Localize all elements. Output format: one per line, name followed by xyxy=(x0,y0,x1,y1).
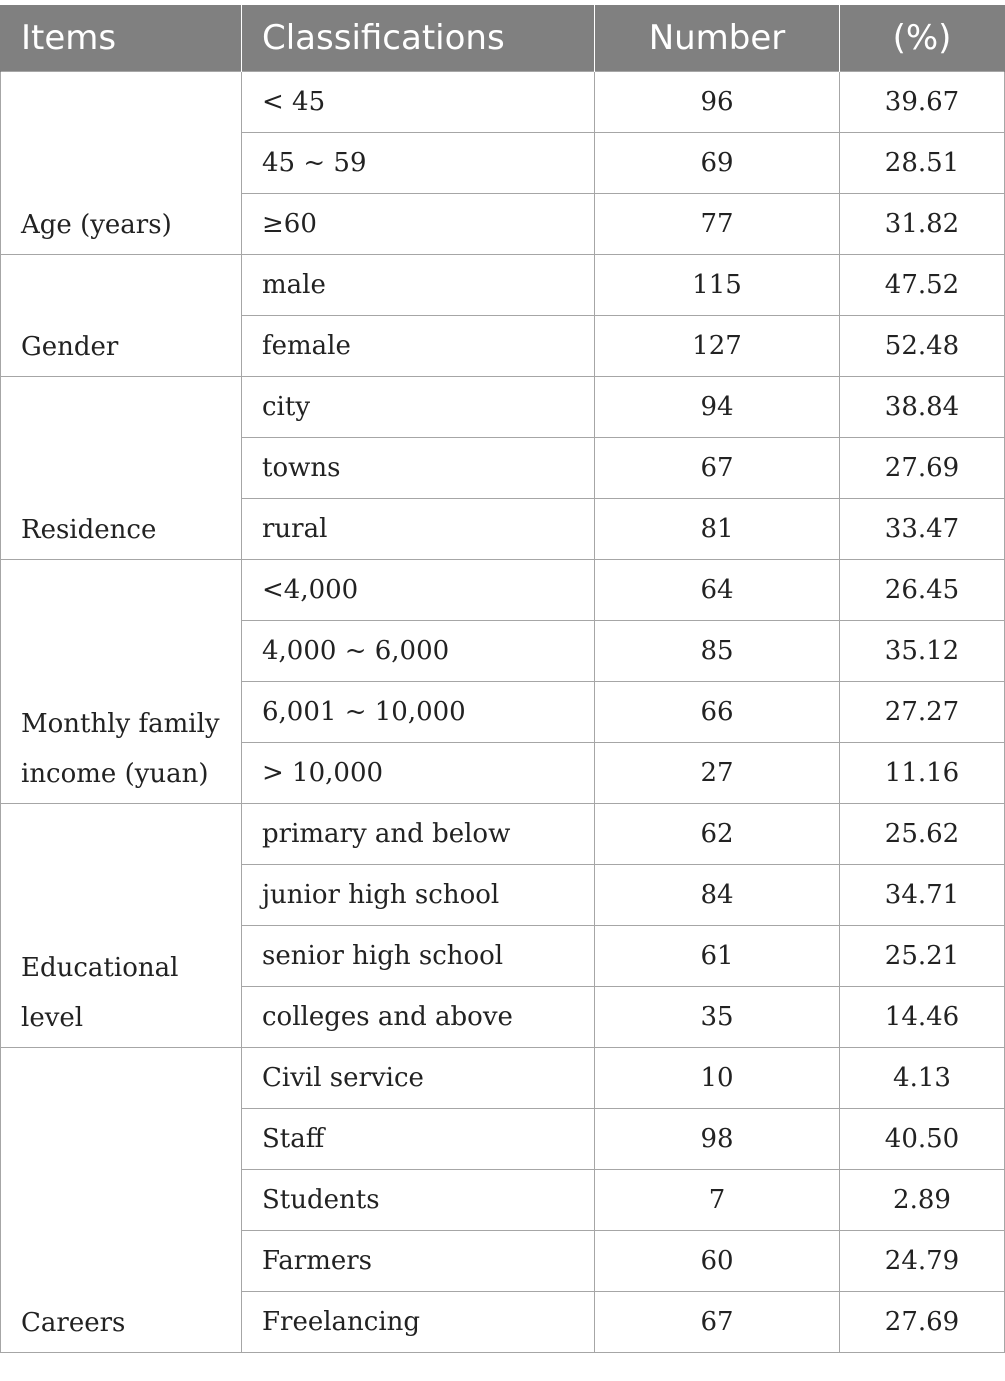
classification-cell: 45 ~ 59 xyxy=(242,132,595,193)
item-cell: Residence xyxy=(1,376,242,559)
number-cell: 10 xyxy=(595,1047,840,1108)
percent-cell: 11.16 xyxy=(840,742,1005,803)
percent-cell: 52.48 xyxy=(840,315,1005,376)
header-items: Items xyxy=(1,5,242,71)
table-row xyxy=(1,376,1005,437)
number-cell: 35 xyxy=(595,986,840,1047)
classification-cell: ≥60 xyxy=(242,193,595,254)
classification-cell: city xyxy=(242,376,595,437)
number-cell: 77 xyxy=(595,193,840,254)
header-percent: (%) xyxy=(840,5,1005,71)
classification-cell: primary and below xyxy=(242,803,595,864)
percent-cell: 4.13 xyxy=(840,1047,1005,1108)
classification-cell: senior high school xyxy=(242,925,595,986)
classification-cell: Staff xyxy=(242,1108,595,1169)
classification-cell: rural xyxy=(242,498,595,559)
classification-cell: Civil service xyxy=(242,1047,595,1108)
percent-cell: 39.67 xyxy=(840,71,1005,132)
number-cell: 115 xyxy=(595,254,840,315)
percent-cell: 28.51 xyxy=(840,132,1005,193)
percent-cell: 27.69 xyxy=(840,1291,1005,1352)
percent-cell: 27.69 xyxy=(840,437,1005,498)
number-cell: 61 xyxy=(595,925,840,986)
table-body xyxy=(1,71,1005,1352)
number-cell: 62 xyxy=(595,803,840,864)
number-cell: 64 xyxy=(595,559,840,620)
number-cell: 94 xyxy=(595,376,840,437)
classification-cell: < 45 xyxy=(242,71,595,132)
percent-cell: 25.62 xyxy=(840,803,1005,864)
number-cell: 67 xyxy=(595,1291,840,1352)
number-cell: 67 xyxy=(595,437,840,498)
classification-cell: Students xyxy=(242,1169,595,1230)
demographics-table xyxy=(0,5,1005,1353)
percent-cell: 38.84 xyxy=(840,376,1005,437)
number-cell: 69 xyxy=(595,132,840,193)
number-cell: 84 xyxy=(595,864,840,925)
item-cell: Gender xyxy=(1,254,242,376)
item-cell: Monthly family income (yuan) xyxy=(1,559,242,803)
classification-cell: <4,000 xyxy=(242,559,595,620)
percent-cell: 35.12 xyxy=(840,620,1005,681)
classification-cell: towns xyxy=(242,437,595,498)
classification-cell: Farmers xyxy=(242,1230,595,1291)
classification-cell: Freelancing xyxy=(242,1291,595,1352)
percent-cell: 34.71 xyxy=(840,864,1005,925)
number-cell: 127 xyxy=(595,315,840,376)
classification-cell: 6,001 ~ 10,000 xyxy=(242,681,595,742)
percent-cell: 33.47 xyxy=(840,498,1005,559)
classification-cell: junior high school xyxy=(242,864,595,925)
percent-cell: 14.46 xyxy=(840,986,1005,1047)
table-row xyxy=(1,254,1005,315)
percent-cell: 26.45 xyxy=(840,559,1005,620)
number-cell: 27 xyxy=(595,742,840,803)
number-cell: 85 xyxy=(595,620,840,681)
percent-cell: 31.82 xyxy=(840,193,1005,254)
percent-cell: 2.89 xyxy=(840,1169,1005,1230)
percent-cell: 40.50 xyxy=(840,1108,1005,1169)
table-row xyxy=(1,1047,1005,1108)
number-cell: 81 xyxy=(595,498,840,559)
item-cell: Educational level xyxy=(1,803,242,1047)
classification-cell: 4,000 ~ 6,000 xyxy=(242,620,595,681)
table-row xyxy=(1,71,1005,132)
table-row xyxy=(1,559,1005,620)
classification-cell: female xyxy=(242,315,595,376)
percent-cell: 27.27 xyxy=(840,681,1005,742)
classification-cell: colleges and above xyxy=(242,986,595,1047)
percent-cell: 24.79 xyxy=(840,1230,1005,1291)
number-cell: 60 xyxy=(595,1230,840,1291)
header-number: Number xyxy=(595,5,840,71)
number-cell: 7 xyxy=(595,1169,840,1230)
item-cell: Age (years) xyxy=(1,71,242,254)
percent-cell: 47.52 xyxy=(840,254,1005,315)
classification-cell: male xyxy=(242,254,595,315)
header-row xyxy=(1,5,1005,71)
item-cell: Careers xyxy=(1,1047,242,1352)
number-cell: 66 xyxy=(595,681,840,742)
percent-cell: 25.21 xyxy=(840,925,1005,986)
header-classifications: Classifications xyxy=(242,5,595,71)
classification-cell: > 10,000 xyxy=(242,742,595,803)
number-cell: 98 xyxy=(595,1108,840,1169)
table-row xyxy=(1,803,1005,864)
number-cell: 96 xyxy=(595,71,840,132)
